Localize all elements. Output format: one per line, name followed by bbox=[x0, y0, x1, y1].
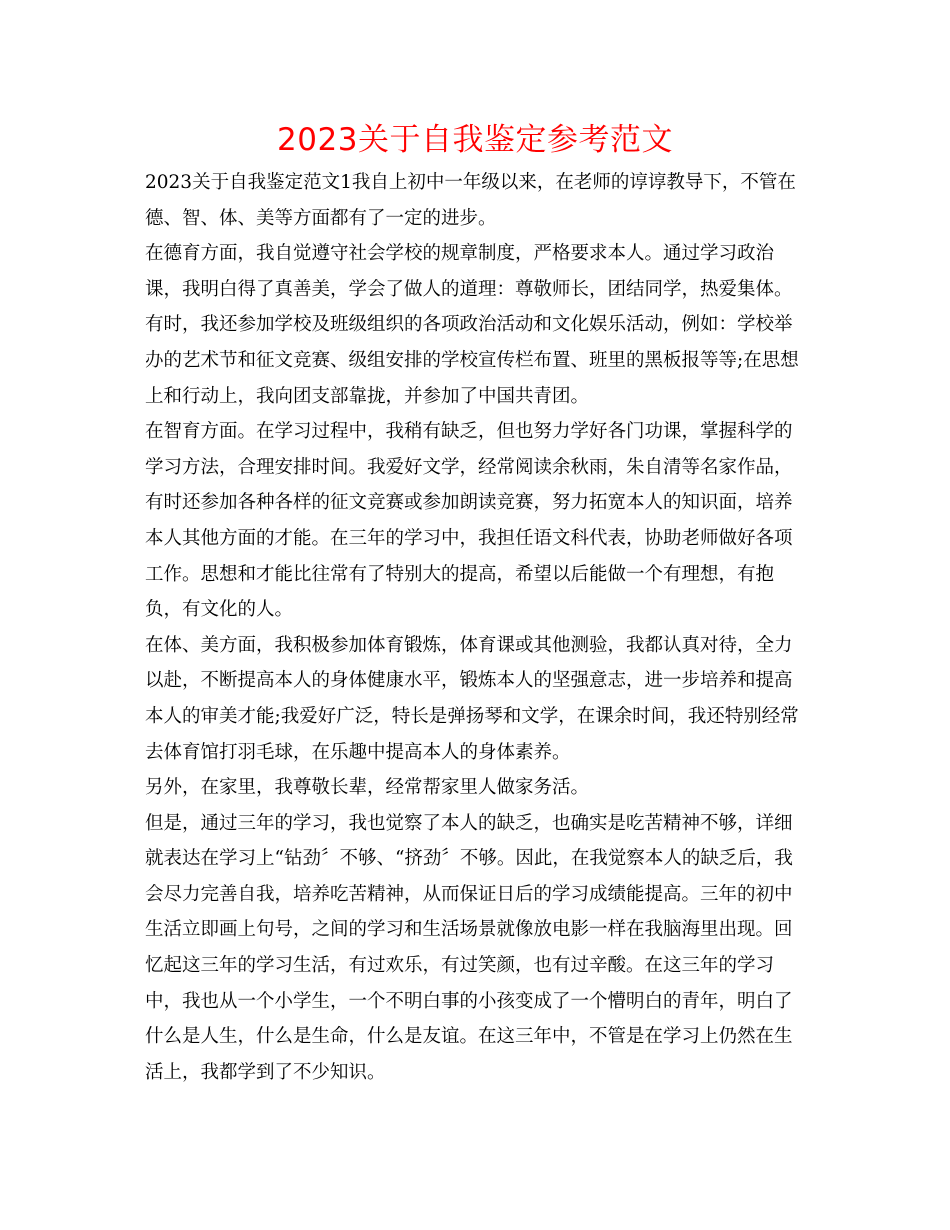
text-line: 课，我明白得了真善美，学会了做人的道理：尊敬师长，团结同学，热爱集体。 bbox=[145, 278, 793, 300]
document-body bbox=[145, 165, 810, 1090]
text-line: 德、智、体、美等方面都有了一定的进步。 bbox=[145, 207, 497, 229]
text-line: 有时还参加各种各样的征文竞赛或参加朗读竞赛，努力拓宽本人的知识面，培养 bbox=[145, 492, 793, 514]
text-line: 忆起这三年的学习生活，有过欢乐，有过笑颜，也有过辛酸。在这三年的学习 bbox=[145, 955, 775, 977]
text-line: 生活立即画上句号，之间的学习和生活场景就像放电影一样在我脑海里出现。回 bbox=[145, 919, 793, 941]
text-line: 负，有文化的人。 bbox=[145, 599, 294, 621]
text-line: 工作。思想和才能比往常有了特别大的提高，希望以后能做一个有理想，有抱 bbox=[145, 563, 775, 585]
text-line: 本人其他方面的才能。在三年的学习中，我担任语文科代表，协助老师做好各项 bbox=[145, 527, 793, 549]
text-line: 活上，我都学到了不少知识。 bbox=[145, 1061, 386, 1083]
text-line: 本人的审美才能;我爱好广泛，特长是弹扬琴和文学，在课余时间，我还特别经常 bbox=[145, 705, 799, 727]
text-line: 中，我也从一个小学生，一个不明白事的小孩变成了一个懵明白的青年，明白了 bbox=[145, 990, 793, 1012]
text-line: 但是，通过三年的学习，我也觉察了本人的缺乏，也确实是吃苦精神不够，详细 bbox=[145, 812, 793, 834]
text-line: 什么是人生，什么是生命，什么是友谊。在这三年中，不管是在学习上仍然在生 bbox=[145, 1026, 793, 1048]
text-line: 在德育方面，我自觉遵守社会学校的规章制度，严格要求本人。通过学习政治 bbox=[145, 243, 775, 265]
text-line: 办的艺术节和征文竞赛、级组安排的学校宣传栏布置、班里的黑板报等等;在思想 bbox=[145, 349, 799, 371]
text-line: 就表达在学习上“钻劲〞不够、“挤劲〞不够。因此，在我觉察本人的缺乏后，我 bbox=[145, 848, 793, 870]
text-line: 在体、美方面，我积极参加体育锻炼，体育课或其他测验，我都认真对待，全力 bbox=[145, 634, 793, 656]
text-line: 学习方法，合理安排时间。我爱好文学，经常阅读余秋雨，朱自清等名家作品， bbox=[145, 456, 793, 478]
text-line: 有时，我还参加学校及班级组织的各项政治活动和文化娱乐活动，例如：学校举 bbox=[145, 314, 793, 336]
document-title: 2023关于自我鉴定参考范文 bbox=[277, 122, 673, 158]
text-line: 会尽力完善自我，培养吃苦精神，从而保证日后的学习成绩能提高。三年的初中 bbox=[145, 883, 793, 905]
text-line: 以赴，不断提高本人的身体健康水平，锻炼本人的坚强意志，进一步培养和提高 bbox=[145, 670, 793, 692]
text-line: 上和行动上，我向团支部靠拢，并参加了中国共青团。 bbox=[145, 385, 590, 407]
text-line: 2023关于自我鉴定范文1我自上初中一年级以来，在老师的谆谆教导下，不管在 bbox=[145, 172, 796, 193]
text-line: 另外，在家里，我尊敬长辈，经常帮家里人做家务活。 bbox=[145, 777, 590, 799]
text-line: 在智育方面。在学习过程中，我稍有缺乏，但也努力学好各门功课，掌握科学的 bbox=[145, 421, 793, 443]
text-line: 去体育馆打羽毛球，在乐趣中提高本人的身体素养。 bbox=[145, 741, 571, 763]
